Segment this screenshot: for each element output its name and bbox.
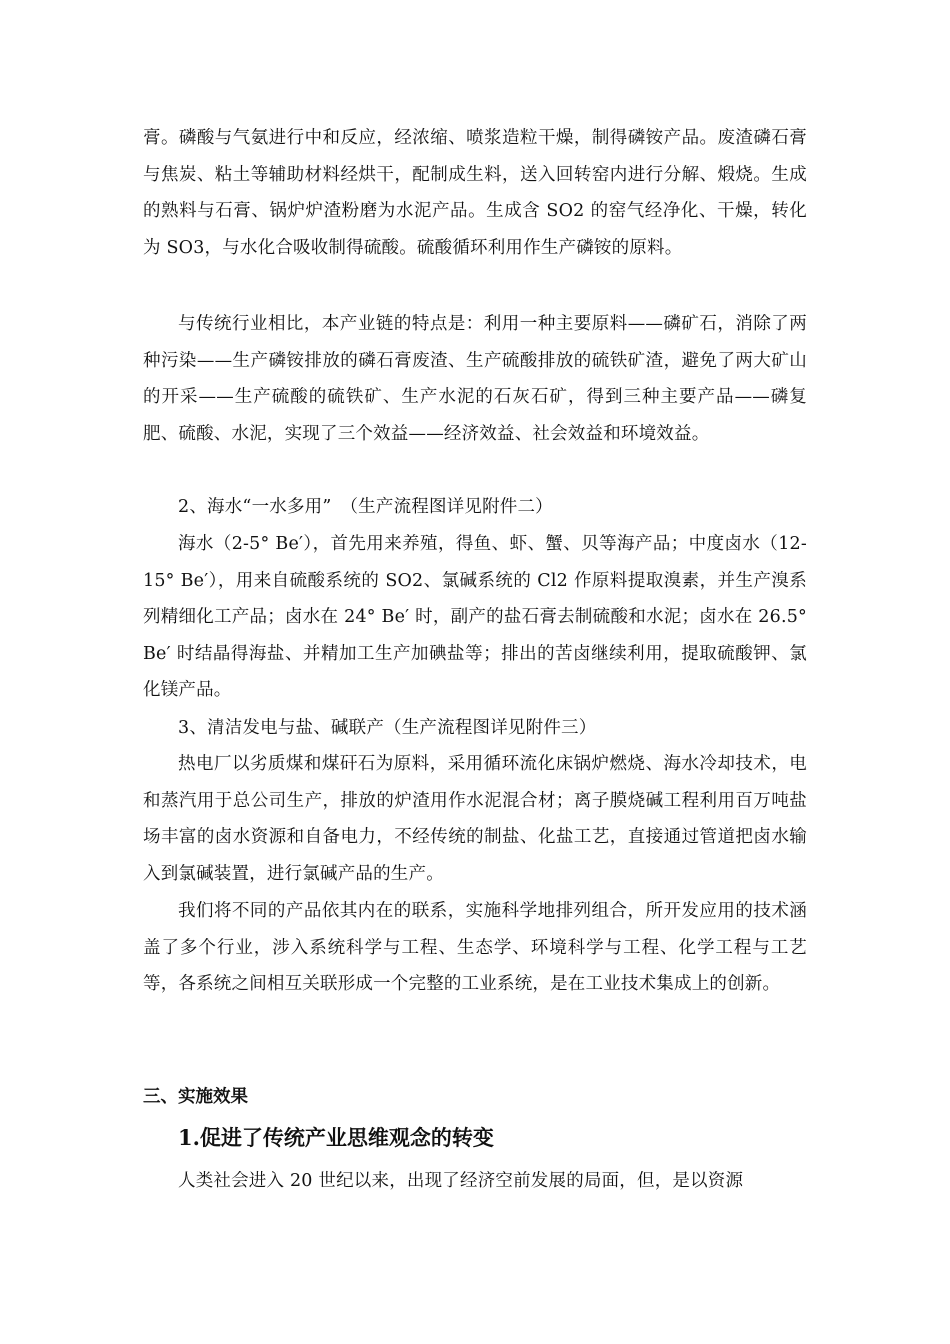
paragraph-clean-power-title: 3、清洁发电与盐、碱联产（生产流程图详见附件三）	[178, 718, 597, 738]
paragraph-seawater-title: 2、海水“一水多用” （生产流程图详见附件二）	[178, 497, 553, 517]
subsection-heading-mindset: 1.促进了传统产业思维观念的转变	[178, 1125, 494, 1150]
section-heading-effects: 三、实施效果	[143, 1087, 248, 1107]
paragraph-seawater-process: 海水（2-5° Be′），首先用来养殖，得鱼、虾、蟹、贝等海产品；中度卤水（12-15° Be′），用来自硫酸系统的 SO2、氯碱系统的 Cl2 作原料提取溴素，并生产溴系列精细化工产品；卤水在 24° Be′ 时，副产的盐石膏去制硫酸和水泥；卤水在 26.5° Be′ 时结晶得海盐、并精加工生产加碘盐等；排出的苦卤继续利用，提取硫酸钾、氯化镁产品。	[143, 534, 807, 701]
paragraph-phosphate-process: 膏。磷酸与气氨进行中和反应，经浓缩、喷浆造粒干燥，制得磷铵产品。废渣磷石膏与焦炭、粘土等辅助材料经烘干，配制成生料，送入回转窑内进行分解、煅烧。生成的熟料与石膏、锅炉炉渣粉磨为水泥产品。生成含 SO2 的窑气经净化、干燥，转化为 SO3，与水化合吸收制得硫酸。硫酸循环利用作生产磷铵的原料。	[143, 128, 807, 258]
paragraph-twentieth-century: 人类社会进入 20 世纪以来，出现了经济空前发展的局面，但，是以资源	[178, 1171, 744, 1191]
paragraph-industry-chain-features: 与传统行业相比，本产业链的特点是：利用一种主要原料——磷矿石，消除了两种污染——生产磷铵排放的磷石膏废渣、生产硫酸排放的硫铁矿渣，避免了两大矿山的开采——生产硫酸的硫铁矿、生产水泥的石灰石矿，得到三种主要产品——磷复肥、硫酸、水泥，实现了三个效益——经济效益、社会效益和环境效益。	[143, 314, 807, 444]
paragraph-integration-innovation: 我们将不同的产品依其内在的联系，实施科学地排列组合，所开发应用的技术涵盖了多个行业，涉入系统科学与工程、生态学、环境科学与工程、化学工程与工艺等，各系统之间相互关联形成一个完整的工业系统，是在工业技术集成上的创新。	[143, 901, 807, 995]
paragraph-clean-power-process: 热电厂以劣质煤和煤矸石为原料，采用循环流化床锅炉燃烧、海水冷却技术，电和蒸汽用于总公司生产，排放的炉渣用作水泥混合材；离子膜烧碱工程利用百万吨盐场丰富的卤水资源和自备电力，不经传统的制盐、化盐工艺，直接通过管道把卤水输入到氯碱装置，进行氯碱产品的生产。	[143, 754, 807, 884]
